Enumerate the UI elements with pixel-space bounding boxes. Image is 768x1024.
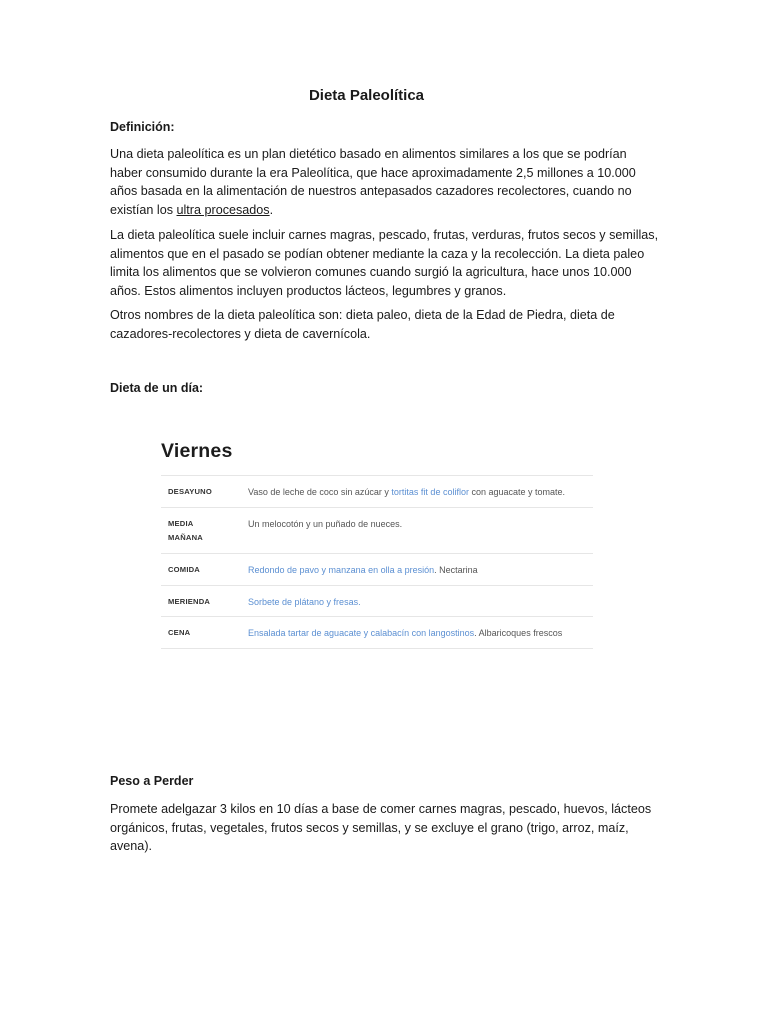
meal-description bbox=[248, 476, 593, 508]
menu-day-title: Viernes bbox=[161, 440, 233, 462]
menu-table bbox=[161, 475, 593, 649]
meal-description bbox=[248, 554, 593, 586]
recipe-link[interactable]: Sorbete de plátano y fresas. bbox=[248, 596, 361, 607]
definition-paragraph bbox=[110, 145, 660, 220]
menu-row bbox=[161, 585, 593, 617]
paragraph-diet-contents: La dieta paleolítica suele incluir carnes magras, pescado, frutas, verduras, frutos secos y semillas, alimentos que en el pasado se podían obtener mediante la caza y la recolección. La dieta paleo limita los alimentos que se volvieron comunes cuando surgió la agricultura, hace unos 10.000 años. Estos alimentos incluyen productos lácteos, legumbres y granos. bbox=[110, 228, 659, 299]
meal-text: con aguacate y tomate. bbox=[468, 487, 566, 497]
meal-text: . Albaricoques frescos bbox=[474, 628, 563, 638]
definition-text-end: . bbox=[269, 203, 274, 218]
meal-description bbox=[248, 617, 593, 649]
weight-paragraph: Promete adelgazar 3 kilos en 10 días a base de comer carnes magras, pescado, huevos, lácteos orgánicos, frutas, vegetales, frutos secos y semillas, y se excluye el grano (trigo, arroz, maíz, avena). bbox=[110, 802, 652, 854]
document-title: Dieta Paleolítica bbox=[308, 87, 425, 104]
menu-row bbox=[161, 617, 593, 649]
meal-name: DESAYUNO bbox=[161, 476, 248, 508]
menu-row bbox=[161, 554, 593, 586]
ultra-procesados-link[interactable]: ultra procesados bbox=[176, 203, 270, 218]
meal-name: COMIDA bbox=[161, 554, 248, 586]
paragraph-other-names: Otros nombres de la dieta paleolítica son: dieta paleo, dieta de la Edad de Piedra, dieta de cazadores-recolectores y dieta de cavernícola. bbox=[110, 308, 615, 341]
meal-text: . Nectarina bbox=[434, 565, 478, 575]
menu-row bbox=[161, 476, 593, 508]
definition-heading: Definición: bbox=[110, 120, 175, 134]
menu-image bbox=[161, 440, 593, 649]
day-diet-heading: Dieta de un día: bbox=[110, 381, 204, 395]
meal-description bbox=[248, 585, 593, 617]
meal-text: Un melocotón y un puñado de nueces. bbox=[248, 518, 403, 529]
meal-description bbox=[248, 507, 593, 554]
recipe-link[interactable]: Redondo de pavo y manzana en olla a presión bbox=[248, 565, 435, 575]
menu-row bbox=[161, 507, 593, 554]
meal-name: MEDIA MAÑANA bbox=[161, 507, 248, 554]
weight-heading: Peso a Perder bbox=[110, 774, 194, 788]
recipe-link[interactable]: tortitas fit de coliflor bbox=[391, 487, 469, 497]
meal-name: CENA bbox=[161, 617, 248, 649]
definition-text: Una dieta paleolítica es un plan dietético basado en alimentos similares a los que se podrían haber consumido durante la era Paleolítica, que hace aproximadamente 2,5 millones a 10.000 años basada en la alimentación de nuestros antepasados cazadores recolectores, cuando no existían los bbox=[110, 147, 636, 218]
meal-text: Vaso de leche de coco sin azúcar y bbox=[248, 487, 392, 497]
recipe-link[interactable]: Ensalada tartar de aguacate y calabacín con langostinos bbox=[248, 628, 475, 638]
meal-name: MERIENDA bbox=[161, 585, 248, 617]
